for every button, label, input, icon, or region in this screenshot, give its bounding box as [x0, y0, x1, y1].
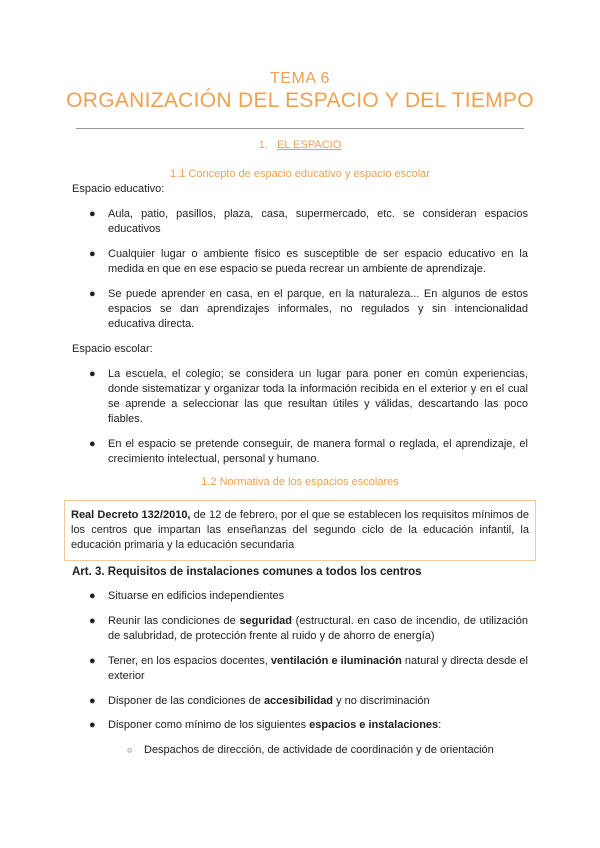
list-item: ● Tener, en los espacios docentes, ventilación e iluminación natural y directa desde el exterior — [89, 655, 528, 682]
label-espacio-escolar: Espacio escolar: — [72, 343, 153, 355]
article-3 — [72, 565, 528, 758]
list-item: ● En el espacio se pretende conseguir, de manera formal o reglada, el aprendizaje, el crecimiento intelectual, personal y humano. — [89, 438, 528, 465]
document-title: ORGANIZACIÓN DEL ESPACIO Y DEL TIEMPO — [66, 89, 534, 112]
section-title: EL ESPACIO — [277, 139, 342, 151]
section-number: 1. — [258, 139, 268, 151]
section-1-1 — [72, 167, 528, 467]
list-item: ● Reunir las condiciones de seguridad (estructural. en caso de incendio, de utilización de salubridad, de protección frente al ruido y de ahorro de energía) — [89, 615, 528, 642]
decree-box — [64, 500, 536, 561]
list-item: ● Disponer de las condiciones de accesibilidad y no discriminación — [89, 695, 430, 707]
list-item: ● Aula, patio, pasillos, plaza, casa, supermercado, etc. se consideran espacios educativos — [89, 208, 528, 235]
subsection-heading: 1.2 Normativa de los espacios escolares — [201, 476, 399, 488]
list-item: ● Cualquier lugar o ambiente físico es susceptible de ser espacio educativo en la medida en que en ese espacio se pueda recrear un ambiente de aprendizaje. — [89, 248, 528, 275]
article-title: Art. 3. Requisitos de instalaciones comunes a todos los centros — [72, 566, 422, 578]
list-item: ● Disponer como mínimo de los siguientes espacios e instalaciones: — [89, 719, 442, 731]
divider — [76, 128, 524, 129]
list-item: ● Situarse en edificios independientes — [89, 590, 285, 602]
sub-list-item: ○ Despachos de dirección, de actividade de coordinación y de orientación — [127, 744, 494, 756]
subsection-heading: 1.1 Concepto de espacio educativo y espacio escolar — [170, 168, 430, 180]
list-item: ● Se puede aprender en casa, en el parque, en la naturaleza... En algunos de estos espacios se dan aprendizajes informales, no regulados y sin intencionalidad educativa directa. — [89, 288, 528, 330]
list-item: ● La escuela, el colegio; se considera un lugar para poner en común experiencias, donde sistematizar y organizar toda la información recibida en el exterior y en el cual se aprende a seleccionar las que resultan útiles y válidas, descartando las poco fiables. — [89, 368, 528, 425]
label-espacio-educativo: Espacio educativo: — [72, 183, 165, 195]
decree-text: de 12 de febrero, por el que se establecen los requisitos mínimos de los centros que impartan las enseñanzas del segundo ciclo de la educación infantil, la educación primaria y la educación secundaria — [71, 509, 530, 551]
section-heading-1 — [0, 139, 600, 151]
decree-name: Real Decreto 132/2010, — [71, 509, 191, 521]
tema-label: TEMA 6 — [270, 70, 330, 87]
